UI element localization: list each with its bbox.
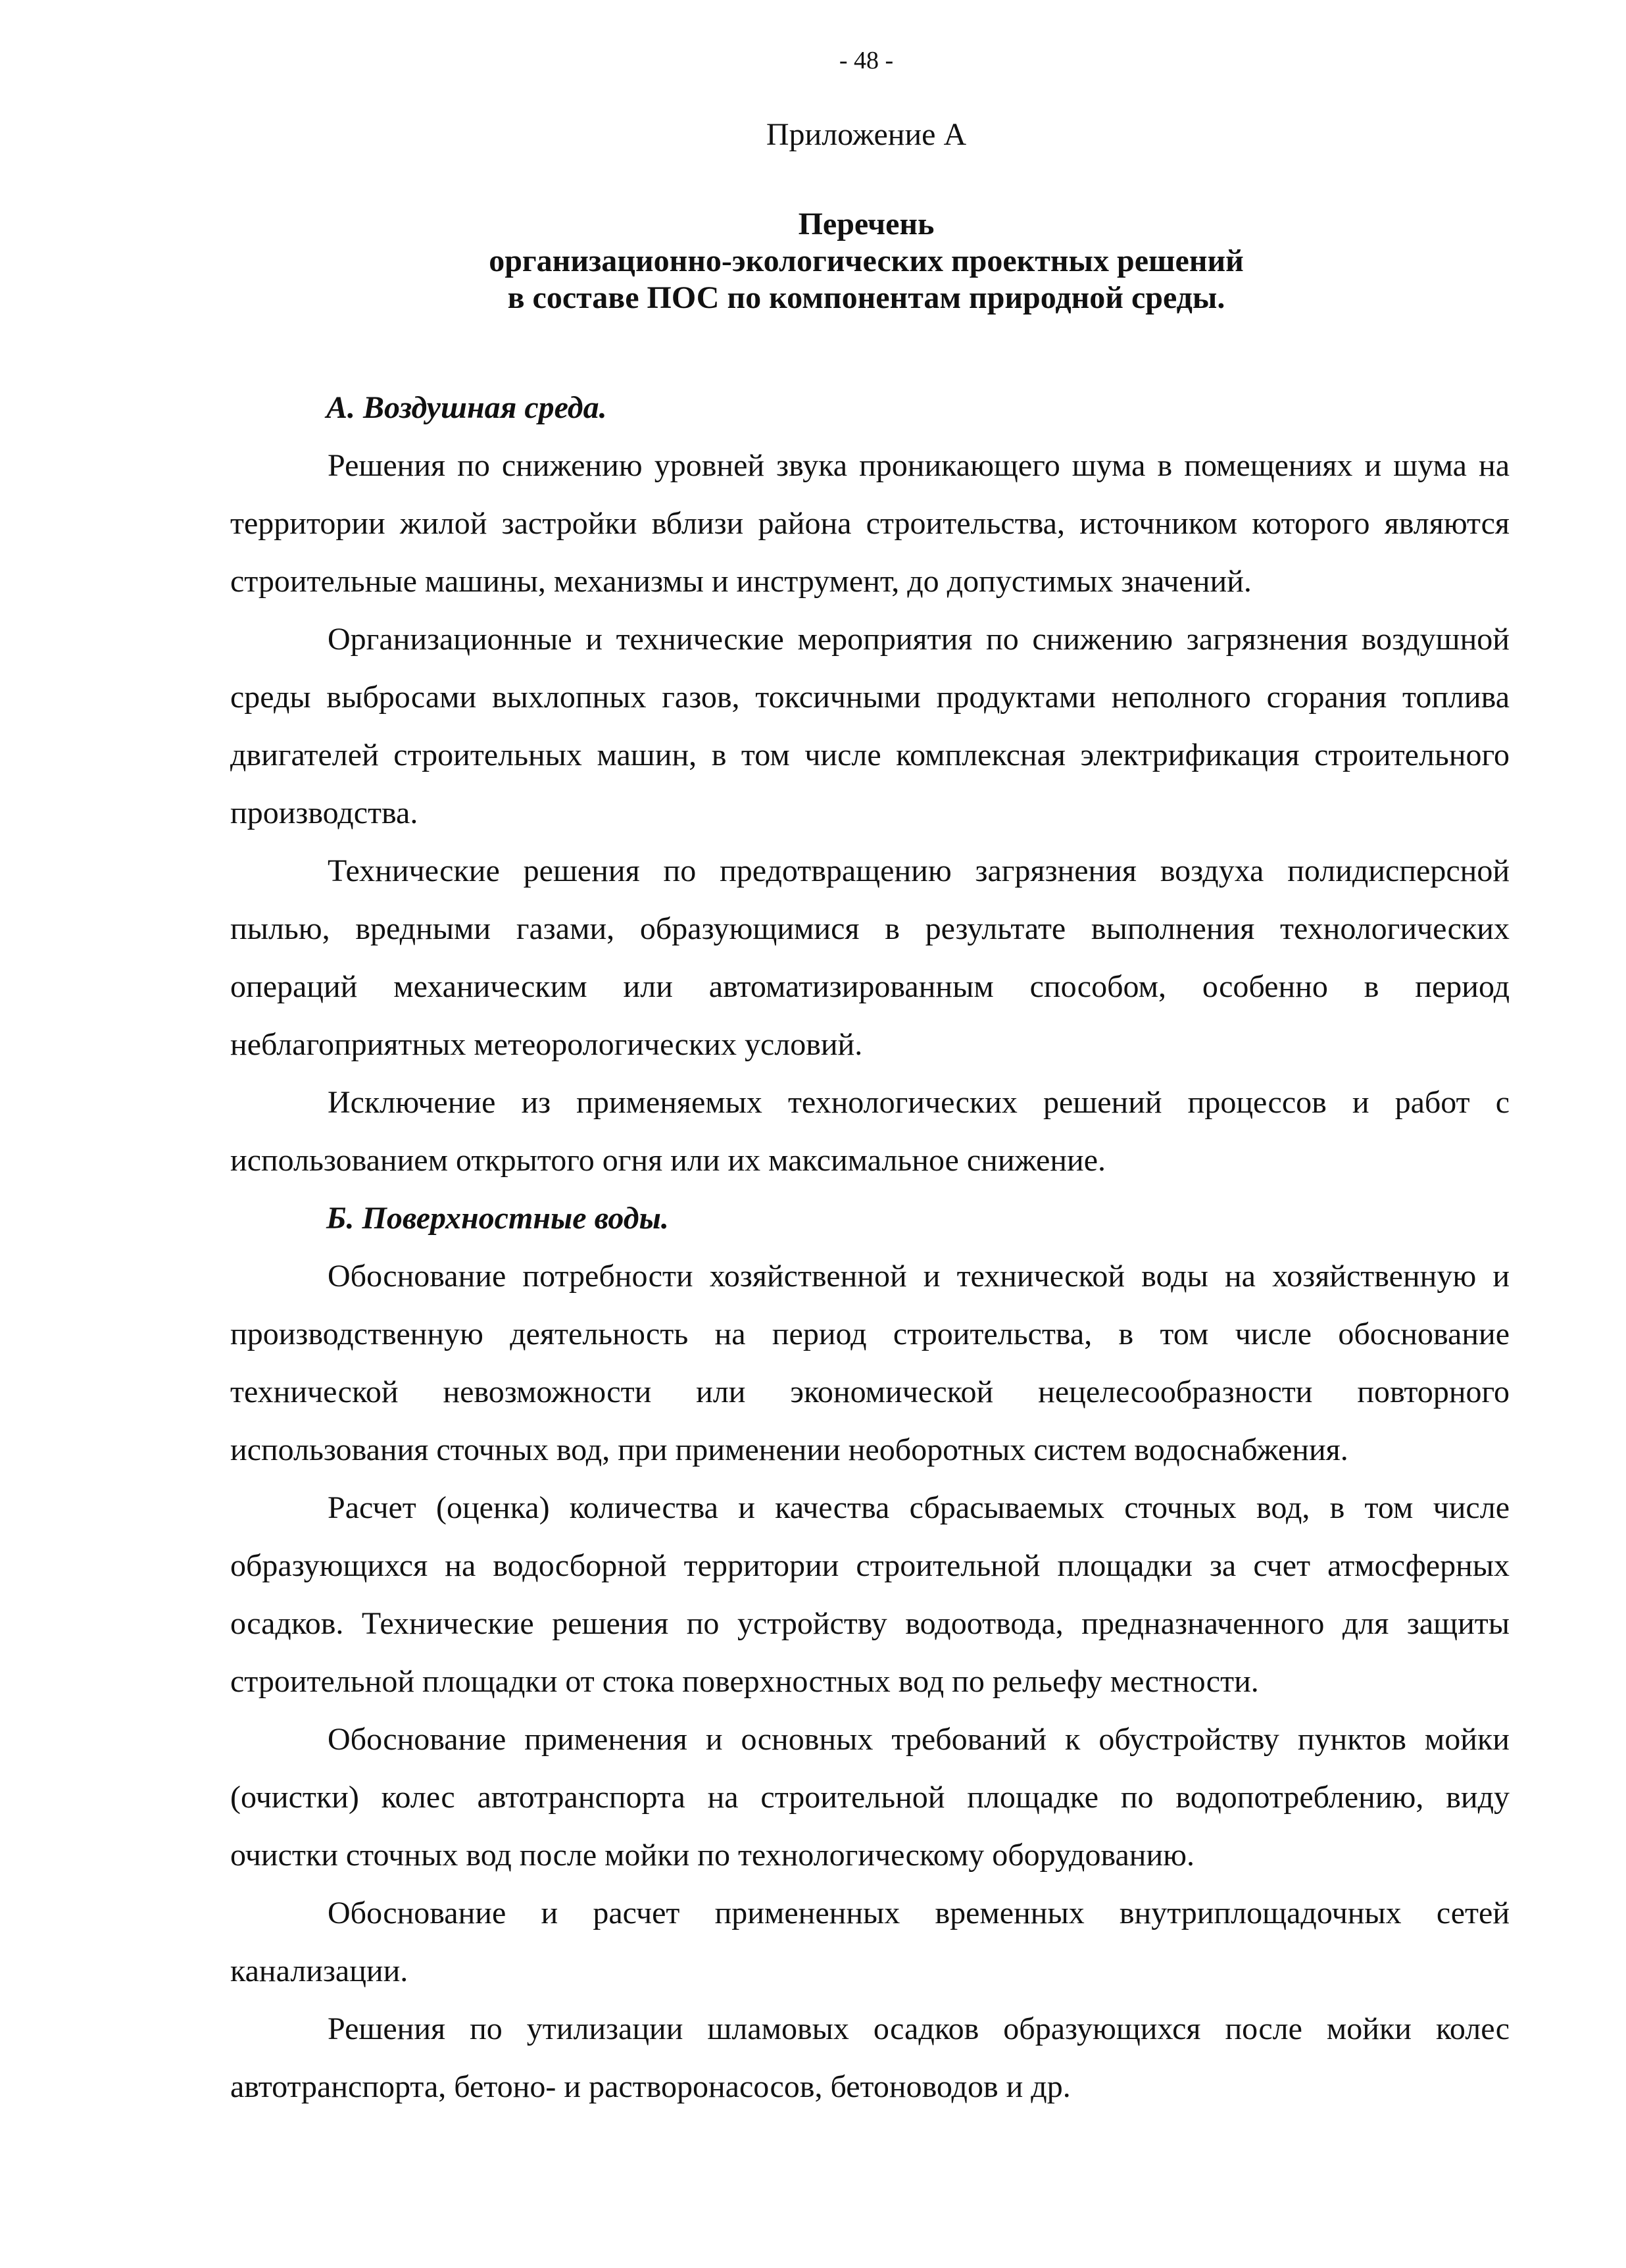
- title-line: в составе ПОС по компонентам природной среды.: [507, 280, 1225, 315]
- paragraph: Исключение из применяемых технологических решений процессов и работ с использованием открытого огня или их максимальное снижение.: [230, 1085, 1510, 1178]
- paragraph: Организационные и технические мероприятия по снижению загрязнения воздушной среды выбросами выхлопных газов, токсичными продуктами неполного сгорания топлива двигателей строительных машин, в том числе комплексная электрификация строительного производства.: [230, 622, 1510, 830]
- paragraph: Решения по утилизации шламовых осадков образующихся после мойки колес автотранспорта, бетоно- и растворонасосов, бетоноводов и др.: [230, 2011, 1510, 2104]
- paragraph: Технические решения по предотвращению загрязнения воздуха полидисперсной пылью, вредными газами, образующимися в результате выполнения технологических операций механическим или автоматизированным способом, особенно в период неблагоприятных метеорологических условий.: [230, 853, 1510, 1062]
- title-line: организационно-экологических проектных решений: [489, 243, 1244, 278]
- paragraph: Обоснование применения и основных требований к обустройству пунктов мойки (очистки) колес автотранспорта на строительной площадке по водопотреблению, виду очистки сточных вод после мойки по технологическому оборудованию.: [230, 1722, 1510, 1873]
- document-body: [230, 379, 1510, 2116]
- paragraph: Расчет (оценка) количества и качества сбрасываемых сточных вод, в том числе образующихся на водосборной территории строительной площадки за счет атмосферных осадков. Технические решения по устройству водоотвода, предназначенного для защиты строительной площадки от стока поверхностных вод по рельефу местности.: [230, 1490, 1510, 1699]
- section-heading-air: А. Воздушная среда.: [326, 390, 607, 425]
- page-number: - 48 -: [839, 47, 894, 74]
- paragraph: Обоснование и расчет примененных временных внутриплощадочных сетей канализации.: [230, 1896, 1510, 1988]
- paragraph: Обоснование потребности хозяйственной и технической воды на хозяйственную и производственную деятельность на период строительства, в том числе обоснование технической невозможности или экономической нецелесообразности повторного использования сточных вод, при применении необоротных систем водоснабжения.: [230, 1259, 1510, 1467]
- document-title: [0, 206, 1626, 316]
- section-heading-surface-water: Б. Поверхностные воды.: [326, 1201, 669, 1236]
- title-line: Перечень: [798, 207, 935, 241]
- appendix-label: Приложение А: [766, 117, 967, 152]
- paragraph: Решения по снижению уровней звука проникающего шума в помещениях и шума на территории жилой застройки вблизи района строительства, источником которого являются строительные машины, механизмы и инструмент, до допустимых значений.: [230, 448, 1510, 599]
